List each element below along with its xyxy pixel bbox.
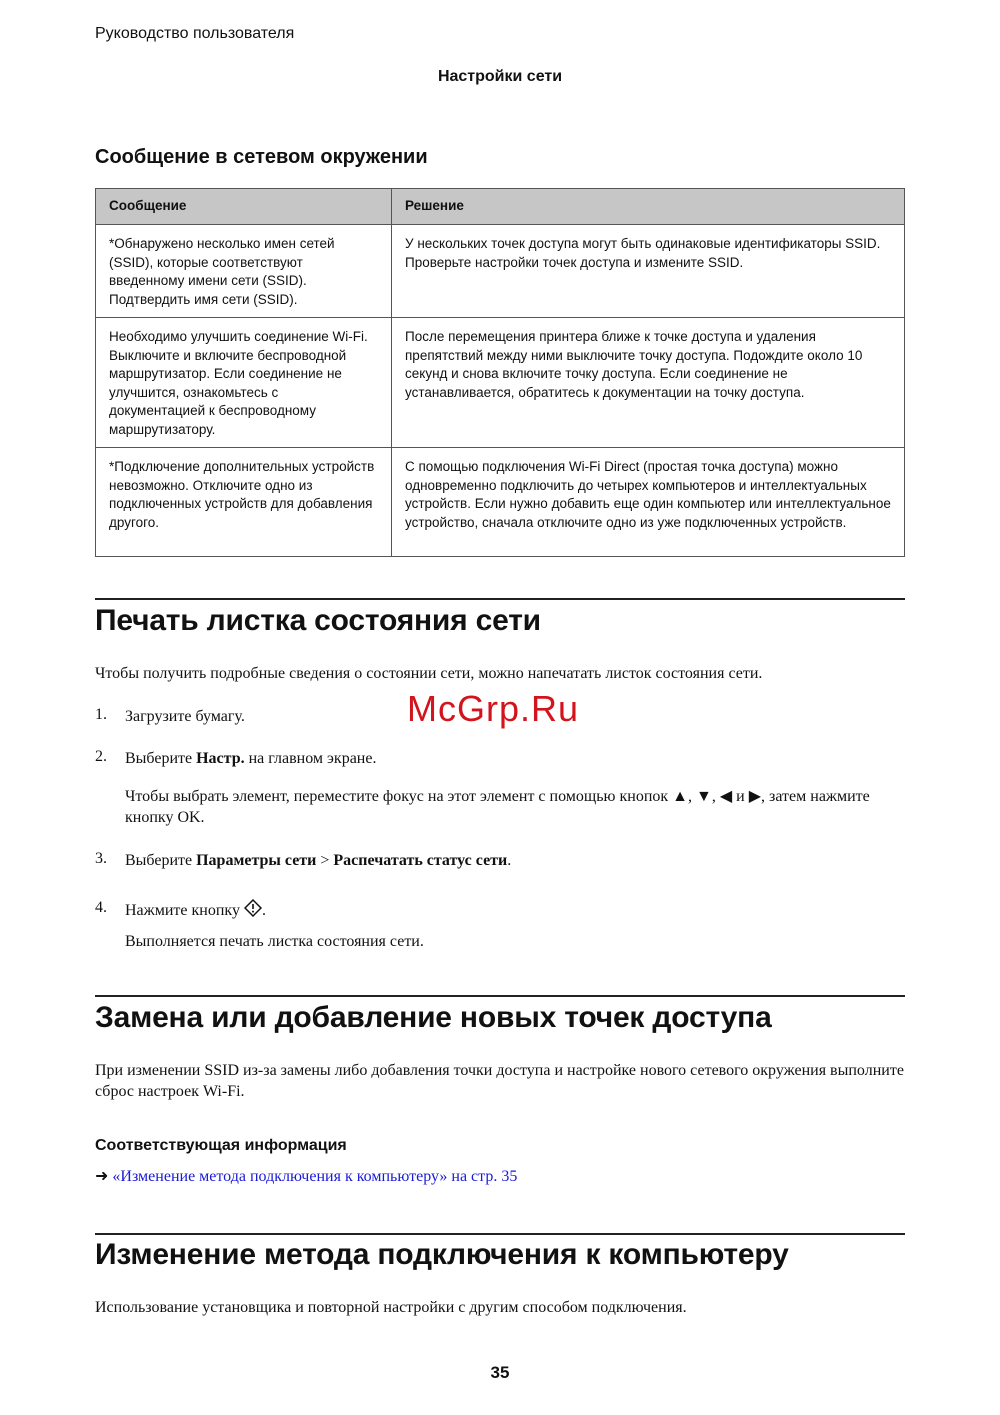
- separator: ,: [688, 788, 696, 805]
- step-note-navigation: [125, 786, 905, 828]
- change-method-text: Использование установщика и повторной настройки с другим способом подключения.: [95, 1299, 687, 1316]
- page-number: 35: [490, 1363, 510, 1382]
- note-text: , затем нажмите кнопку OK.: [125, 788, 870, 826]
- start-button-icon: [244, 899, 262, 923]
- section-divider: [95, 995, 905, 997]
- replace-ap-heading: Замена или добавление новых точек доступа: [95, 1001, 772, 1034]
- left-arrow-icon: ◀: [719, 788, 733, 805]
- menu-name-network-settings: Параметры сети: [196, 852, 317, 869]
- step-text: .: [261, 902, 266, 919]
- step-select-settings: [125, 748, 905, 769]
- related-link[interactable]: [95, 1166, 517, 1186]
- note-text: Чтобы выбрать элемент, переместите фокус на этот элемент с помощью кнопок: [125, 788, 673, 805]
- arrow-right-icon: ➜: [95, 1168, 109, 1185]
- step-text: на главном экране.: [244, 750, 377, 767]
- step-text: .: [507, 852, 512, 869]
- menu-separator: >: [316, 852, 334, 869]
- table-cell-solution: После перемещения принтера ближе к точке доступа и удаления препятствий между ними выключите точку доступа. Подождите около 10 секунд и снова включите точку доступа. Если соединение не устанавливается, обратитесь к документации на точку доступа.: [392, 318, 905, 448]
- menu-name-settings: Настр.: [196, 750, 245, 767]
- up-arrow-icon: ▲: [672, 788, 688, 805]
- print-status-heading: Печать листка состояния сети: [95, 604, 541, 637]
- message-section-heading: Сообщение в сетевом окружении: [95, 146, 428, 168]
- conjunction: и: [732, 788, 749, 805]
- step-press-start: [125, 899, 905, 923]
- table-cell-message: Необходимо улучшить соединение Wi-Fi. Выключите и включите беспроводной маршрутизатор. Если соединение не улучшится, ознакомьтесь с документацией к беспроводному маршрутизатору.: [96, 318, 392, 448]
- column-header-solution: Решение: [392, 189, 905, 225]
- step-number: 2.: [95, 748, 107, 765]
- step-number: 4.: [95, 899, 107, 916]
- step-note-printing: Выполняется печать листка состояния сети.: [125, 933, 424, 950]
- column-header-message: Сообщение: [96, 189, 392, 225]
- table-row: [96, 448, 905, 557]
- message-table: [95, 188, 905, 557]
- table-cell-solution: У нескольких точек доступа могут быть одинаковые идентификаторы SSID. Проверьте настройки точек доступа и измените SSID.: [392, 225, 905, 318]
- separator: ,: [711, 788, 720, 805]
- section-divider: [95, 1233, 905, 1235]
- step-select-network-status: [125, 850, 905, 871]
- table-row: [96, 318, 905, 448]
- change-method-heading: Изменение метода подключения к компьютеру: [95, 1238, 789, 1271]
- table-cell-message: *Обнаружено несколько имен сетей (SSID), которые соответствуют введенному имени сети (SSID). Подтвердить имя сети (SSID).: [96, 225, 392, 318]
- table-header-row: [96, 189, 905, 225]
- document-title: Руководство пользователя: [95, 25, 295, 42]
- step-text: Выберите: [125, 852, 197, 869]
- section-divider: [95, 598, 905, 600]
- step-text: Выберите: [125, 750, 197, 767]
- watermark: McGrp.Ru: [407, 688, 580, 729]
- step-number: 1.: [95, 706, 107, 723]
- related-link-text[interactable]: «Изменение метода подключения к компьютеру» на стр. 35: [112, 1168, 518, 1185]
- section-title: Настройки сети: [437, 68, 563, 85]
- print-status-intro: Чтобы получить подробные сведения о состоянии сети, можно напечатать листок состояния сети.: [95, 665, 763, 682]
- step-text: Нажмите кнопку: [125, 902, 244, 919]
- table-row: [96, 225, 905, 318]
- down-arrow-icon: ▼: [696, 788, 712, 805]
- step-number: 3.: [95, 850, 107, 867]
- table-cell-solution: С помощью подключения Wi-Fi Direct (простая точка доступа) можно одновременно подключить до четырех компьютеров и интеллектуальных устройств. Если нужно добавить еще один компьютер или интеллектуальное устройство, сначала отключите одно из уже подключенных устройств.: [392, 448, 905, 557]
- menu-name-print-status: Распечатать статус сети: [333, 852, 508, 869]
- table-cell-message: *Подключение дополнительных устройств невозможно. Отключите одно из подключенных устройств для добавления другого.: [96, 448, 392, 557]
- replace-ap-text: При изменении SSID из-за замены либо добавления точки доступа и настройке нового сетевого окружения выполните сброс настроек Wi-Fi.: [95, 1062, 904, 1100]
- right-arrow-icon: ▶: [748, 788, 762, 805]
- step-load-paper: Загрузите бумагу.: [125, 708, 245, 725]
- related-info-label: Соответствующая информация: [95, 1137, 347, 1154]
